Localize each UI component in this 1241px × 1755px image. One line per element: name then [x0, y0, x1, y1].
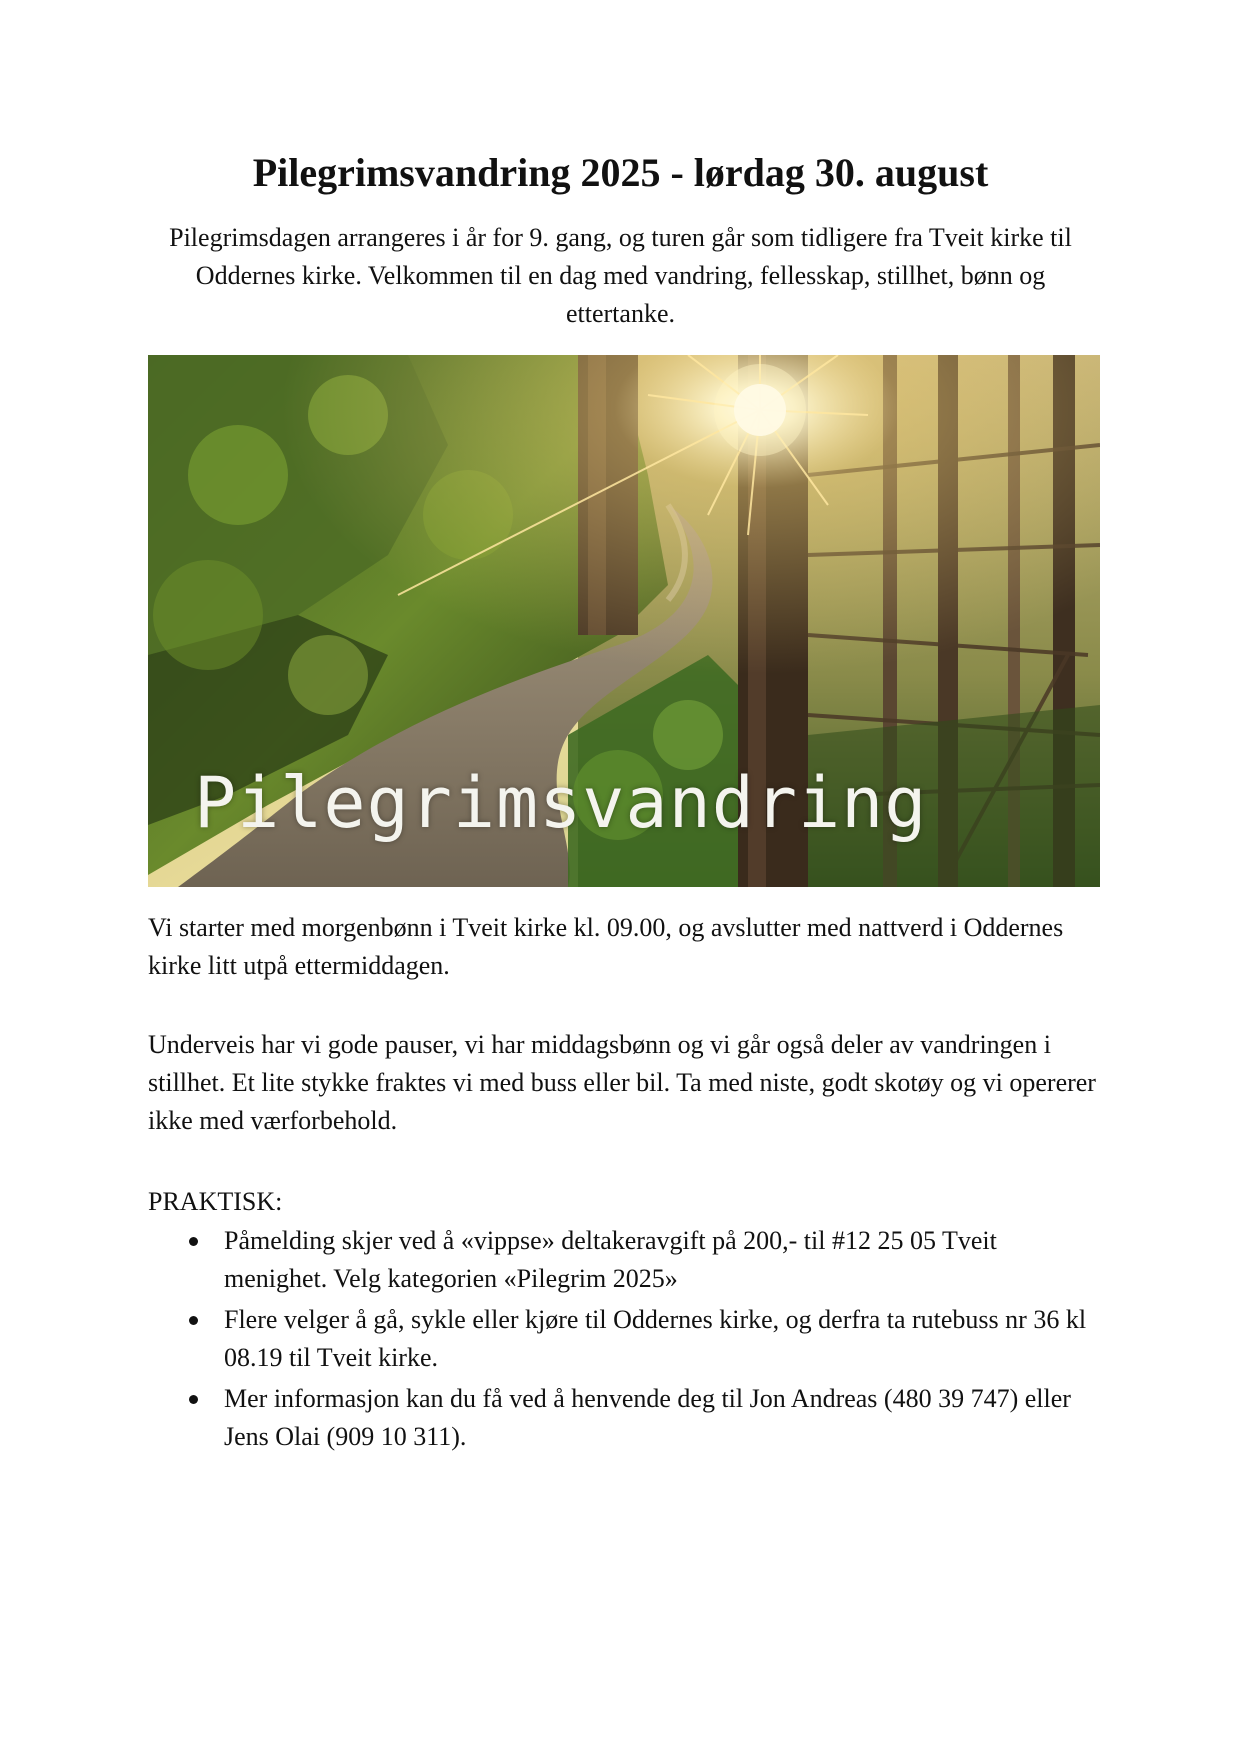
list-item-text: Påmelding skjer ved å «vippse» deltakeravgift på 200,- til #12 25 05 Tveit menighet. Velg kategorien «Pilegrim 2025»: [224, 1226, 997, 1293]
paragraph-details: Underveis har vi gode pauser, vi har middagsbønn og vi går også deler av vandringen i stillhet. Et lite stykke fraktes vi med buss eller bil. Ta med niste, godt skotøy og vi opererer ikke med værforbehold.: [148, 1030, 1096, 1135]
list-item: [148, 1380, 1100, 1456]
hero-image-caption: Pilegrimsvandring: [194, 762, 928, 844]
bullet-icon: [189, 1316, 198, 1325]
list-item-text: Flere velger å gå, sykle eller kjøre til Oddernes kirke, og derfra ta rutebuss nr 36 kl 08.19 til Tveit kirke.: [224, 1305, 1087, 1372]
page-title: Pilegrimsvandring 2025 - lørdag 30. august: [252, 150, 989, 195]
list-item: [148, 1301, 1100, 1377]
list-item: [148, 1222, 1100, 1298]
bullet-icon: [189, 1237, 198, 1246]
paragraph-schedule: Vi starter med morgenbønn i Tveit kirke kl. 09.00, og avslutter med nattverd i Oddernes kirke litt utpå ettermiddagen.: [148, 913, 1064, 980]
bullet-icon: [189, 1395, 198, 1404]
intro-paragraph: Pilegrimsdagen arrangeres i år for 9. gang, og turen går som tidligere fra Tveit kirke til Oddernes kirke. Velkommen til en dag med vandring, fellesskap, stillhet, bønn og ettertanke.: [169, 223, 1072, 328]
hero-image: [148, 355, 1100, 887]
practical-heading: PRAKTISK:: [148, 1187, 283, 1216]
list-item-text: Mer informasjon kan du få ved å henvende deg til Jon Andreas (480 39 747) eller Jens Olai (909 10 311).: [224, 1384, 1071, 1451]
practical-list: [148, 1222, 1100, 1459]
